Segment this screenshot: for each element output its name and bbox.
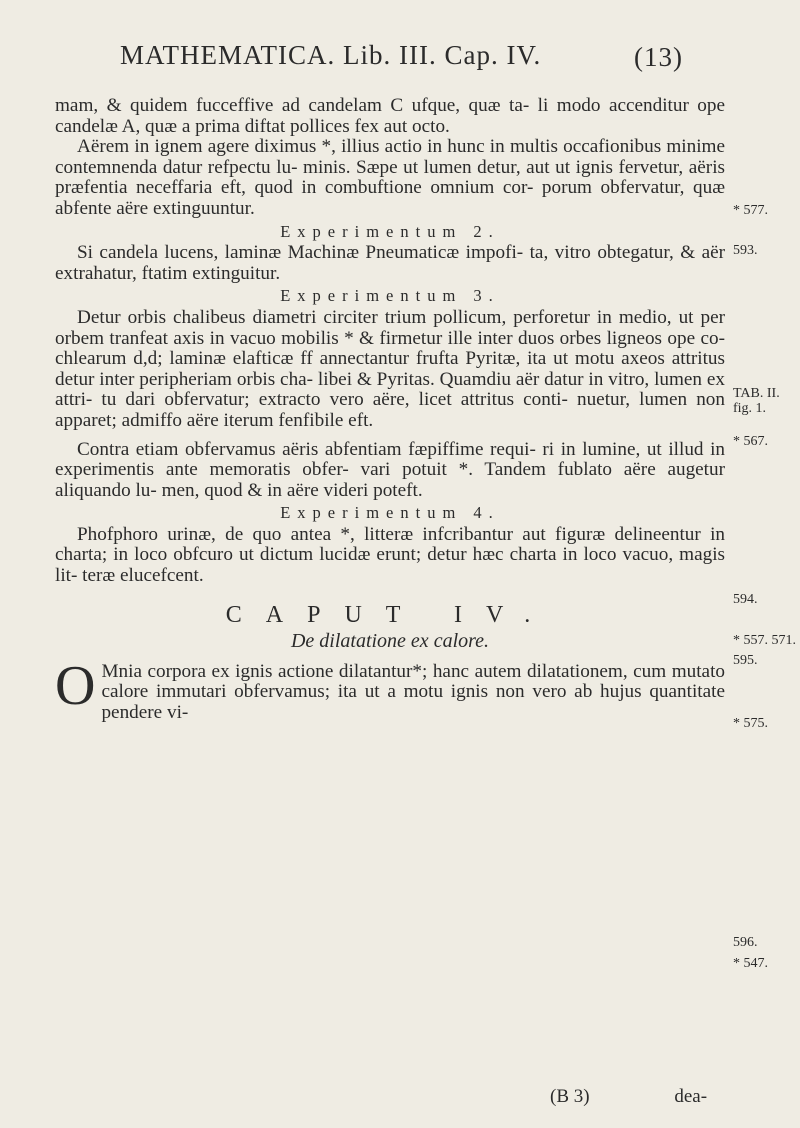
margin-note: 593.: [733, 243, 758, 258]
margin-note: * 577.: [733, 203, 768, 218]
margin-note: TAB. II.: [733, 386, 780, 401]
chapter-heading: CAPUT IV.: [225, 601, 555, 628]
running-title: MATHEMATICA. Lib. III. Cap. IV.: [120, 40, 542, 70]
drop-cap: O: [55, 654, 96, 717]
experiment-heading: Experimentum 3.: [280, 286, 500, 306]
margin-note: * 547.: [733, 956, 768, 971]
paragraph: Detur orbis chalibeus diametri circiter trium pollicum, perforetur in medio, ut per orbem tranfeat axis in vacuo mobilis * & firmetur ille inter duos orbes ligneos ope co- chlearum d,d; laminæ elafticæ ff annectantur frufta Pyritæ, ita ut motu axeos attritus detur inter peripheriam orbis cha- libei & Pyritas. Quamdiu aër datur in vitro, lumen ex attri- tu dari obfervatur; extracto vero aëre, licet attritus conti- nuetur, lumen non apparet; admiffo aëre iterum fenfibile eft.: [55, 306, 725, 431]
margin-note: 596.: [733, 935, 758, 950]
paragraph: Phofphoro urinæ, de quo antea *, litteræ infcribantur aut figuræ delineentur in charta; in loco obfcuro ut dictum lucidæ erunt; detur hæc charta in loco vacuo, magis lit- teræ elucefcent.: [55, 523, 725, 587]
margin-note: * 575.: [733, 716, 768, 731]
paragraph: Contra etiam obfervamus aëris abfentiam fæpiffime requi- ri in lumine, ut illud in experimentis ante memoratis obfer- vari potuit *. Tandem fublato aëre augetur aliquando lu- men, quod & in aëre videri poteft.: [55, 438, 725, 501]
paragraph-text: Mnia corpora ex ignis actione dilatantur*; hanc autem dilatationem, cum mutato calore immutari obfervamus; ita ut a motu ignis non vero ab hujus quantitate pendere vi-: [101, 660, 725, 724]
margin-note: 594.: [733, 592, 758, 607]
catchword-line: [550, 1086, 707, 1108]
catchword: dea-: [674, 1086, 708, 1107]
experiment-heading: Experimentum 2.: [280, 221, 500, 241]
running-header: [120, 40, 683, 72]
margin-note: 595.: [733, 653, 758, 668]
main-text: [55, 96, 725, 724]
paragraph: [55, 654, 725, 724]
paragraph: Si candela lucens, laminæ Machinæ Pneumaticæ impofi- ta, vitro obtegatur, & aër extrahatur, ftatim extinguitur.: [55, 242, 725, 284]
paragraph: Aërem in ignem agere diximus *, illius actio in hunc in multis occafionibus minime contemnenda datur refpectu lu- minis. Sæpe ut lumen detur, aut ut ignis fervetur, aëris præfentia neceffaria eft, quod in combuftione omnium cor- porum obfervatur, quæ abfente aëre extinguuntur.: [55, 136, 725, 219]
margin-note: * 557. 571.: [733, 633, 796, 648]
margin-note: * 567.: [733, 434, 768, 449]
experiment-heading: Experimentum 4.: [280, 503, 500, 523]
section-title: De dilatatione ex calore.: [290, 630, 490, 653]
page-number: (13): [634, 42, 683, 72]
signature-mark: (B 3): [550, 1086, 590, 1107]
margin-note: fig. 1.: [733, 401, 767, 416]
paragraph: mam, & quidem fucceffive ad candelam C ufque, quæ ta- li modo accenditur ope candelæ A, quæ a prima diftat pollices fex aut octo.: [55, 95, 725, 137]
